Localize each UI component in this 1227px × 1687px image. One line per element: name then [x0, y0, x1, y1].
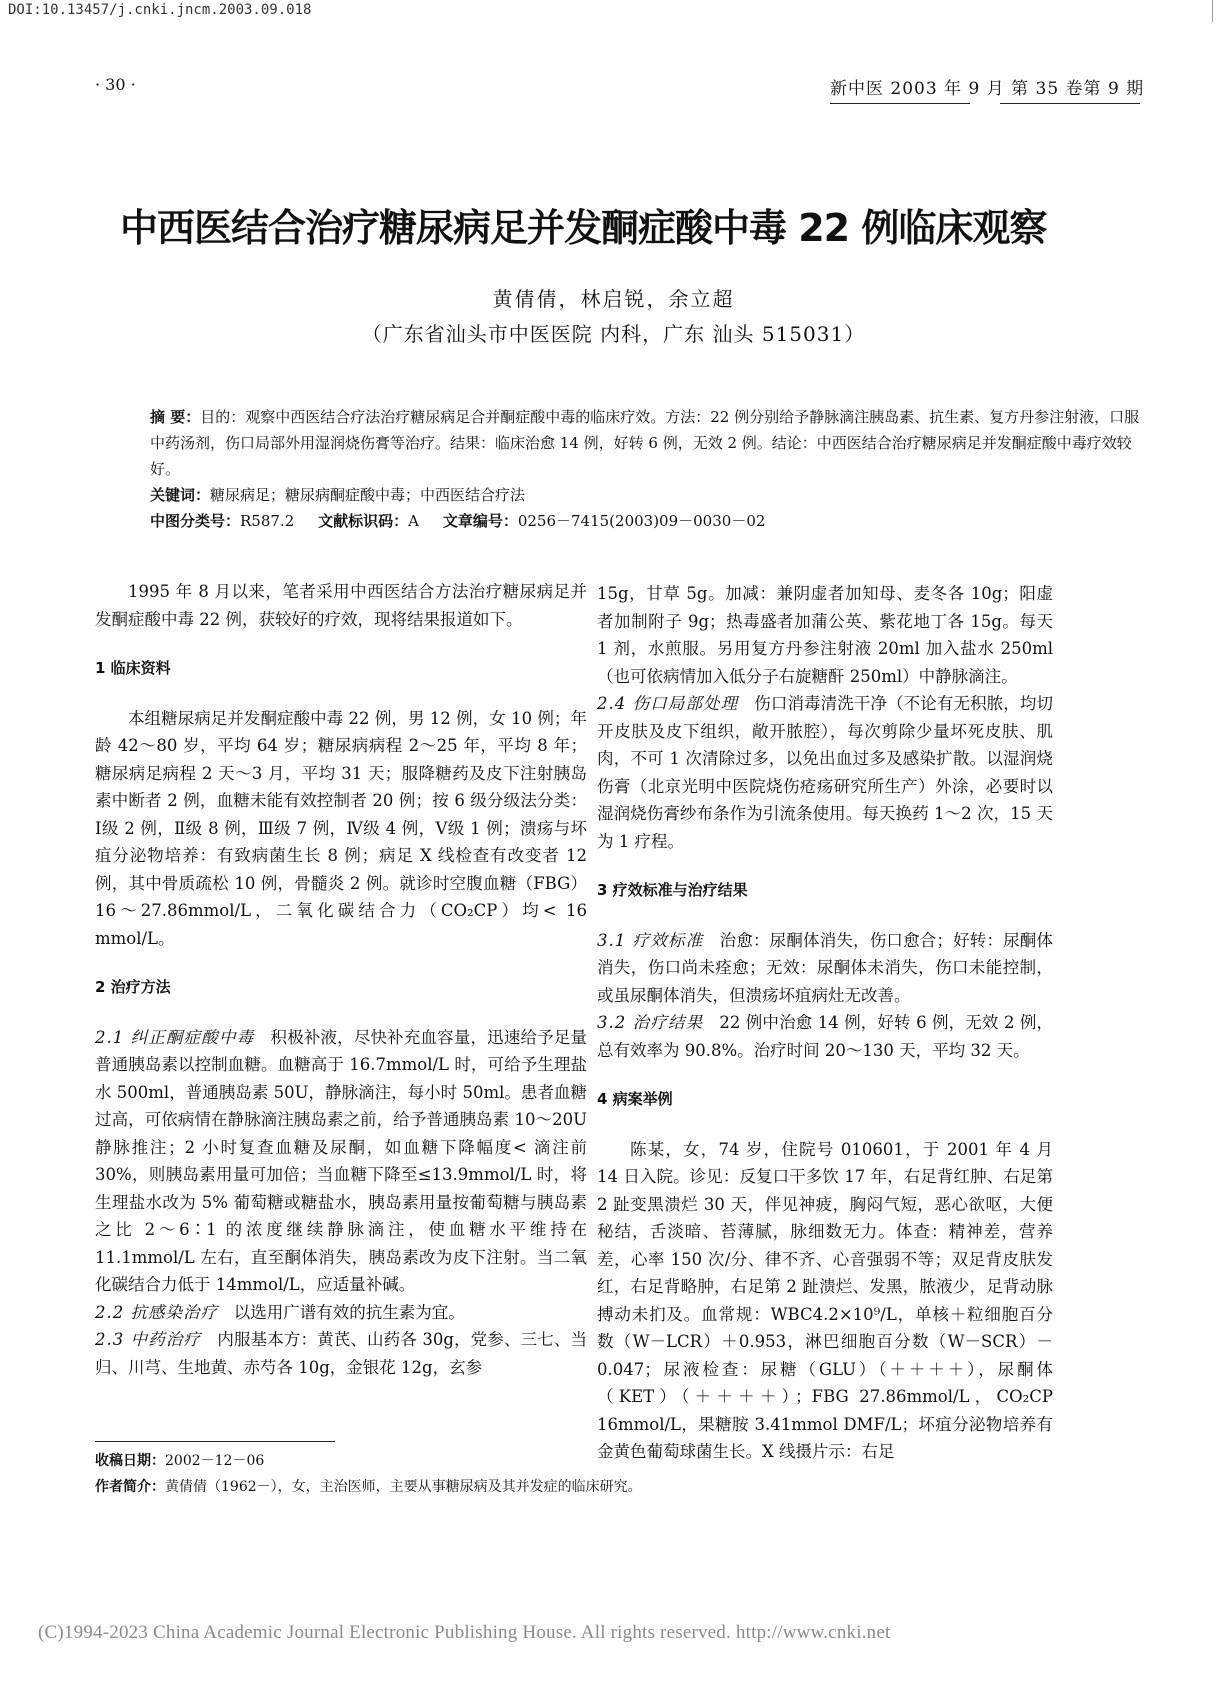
doc-code: A: [408, 512, 419, 530]
author-bio-label: 作者简介：: [95, 1479, 165, 1495]
section-3-2: [597, 1009, 1053, 1064]
section-2-1: [95, 1024, 587, 1299]
received-date: 2002－12－06: [165, 1453, 265, 1469]
section-2-3-label: 2.3 中药治疗: [95, 1330, 202, 1349]
page-number: · 30 ·: [95, 75, 136, 94]
section-3-2-label: 3.2 治疗结果: [597, 1013, 704, 1032]
section-2-2: [95, 1299, 587, 1327]
header-rule-right: [1000, 103, 1140, 104]
copyright-footer: (C)1994-2023 China Academic Journal Electronic Publishing House. All rights reserved. http://www.cnki.net: [38, 1622, 891, 1643]
article-title: 中西医结合治疗糖尿病足并发酮症酸中毒 22 例临床观察: [120, 206, 1047, 250]
author-bio-line: [95, 1474, 1095, 1500]
case-report: 陈某，女，74 岁，住院号 010601，于 2001 年 4 月 14 日入院。诊见：反复口干多饮 17 年，右足背红肿、右足第 2 趾变黑溃烂 30 天，伴见神疲，胸闷气短，恶心欲呕，大便秘结，舌淡暗、苔薄腻，脉细数无力。体查：精神差，营养差，心率 150 次/分、律不齐、心音强弱不等；双足背皮肤发红，右足背略肿，右足第 2 趾溃烂、发黑，脓液少，足背动脉搏动未扪及。血常规：WBC4.2×10⁹/L，单核＋粒细胞百分数（W－LCR）＋0.953，淋巴细胞百分数（W－SCR）－0.047；尿液检查：尿糖（GLU）（＋＋＋＋），尿酮体（KET）（＋＋＋＋）；FBG 27.86mmol/L，CO₂CP 16mmol/L，果糖胺 3.41mmol DMF/L；坏疽分泌物培养有金黄色葡萄球菌生长。X 线摄片示：右足: [597, 1139, 1053, 1461]
article-number-label: 文章编号：: [442, 512, 518, 530]
abstract-label: 摘 要：: [150, 408, 201, 426]
doc-code-label: 文献标识码：: [318, 512, 409, 530]
section-1-heading: 1 临床资料: [95, 659, 171, 677]
continued-paragraph: 15g，甘草 5g。加减：兼阴虚者加知母、麦冬各 10g；阳虚者加制附子 9g；热毒盛者加蒲公英、紫花地丁各 15g。每天 1 剂，水煎服。另用复方丹参注射液 20ml 加入盐水 250ml（也可依病情加入低分子右旋糖酐 250ml）中静脉滴注。: [597, 584, 1053, 686]
section-2-2-label: 2.2 抗感染治疗: [95, 1302, 218, 1322]
clc-number: R587.2: [240, 512, 295, 530]
header-rule-left: [830, 103, 970, 104]
abstract-block: [150, 404, 1140, 534]
author-bio: 黄倩倩（1962－），女，主治医师，主要从事糖尿病及其并发症的临床研究。: [165, 1479, 642, 1495]
keywords: 糖尿病足；糖尿病酮症酸中毒；中西医结合疗法: [210, 486, 526, 504]
intro-paragraph: 1995 年 8 月以来，笔者采用中西医结合方法治疗糖尿病足并发酮症酸中毒 22 例，获较好的疗效，现将结果报道如下。: [95, 582, 587, 629]
section-3-heading: 3 疗效标准与治疗结果: [597, 881, 748, 899]
section-2-3-body: 内服基本方：黄芪、山药各 30g，党参、三七、当归、川芎、生地黄、赤芍各 10g，金银花 12g，玄参: [95, 1330, 587, 1377]
abstract-paragraph: [150, 404, 1140, 482]
article-authors: 黄倩倩，林启锐，余立超: [492, 287, 735, 311]
right-column: [597, 580, 1053, 1466]
section-2-1-body: 积极补液，尽快补充血容量，迅速给予足量普通胰岛素以控制血糖。血糖高于 16.7mmol/L 时，可给予生理盐水 500ml，普通胰岛素 50U，静脉滴注，每小时 50ml。患者血糖过高，可依病情在静脉滴注胰岛素之前，给予普通胰岛素 10～20U 静脉推注；2 小时复查血糖及尿酮，如血糖下降幅度< 滴注前 30%，则胰岛素用量可加倍；当血糖下降至≤13.9mmol/L 时，将生理盐水改为 5% 葡萄糖或糖盐水，胰岛素用量按葡萄糖与胰岛素之比 2～6∶1 的浓度继续静脉滴注，使血糖水平维持在 11.1mmol/L 左右，直至酮体消失，胰岛素改为皮下注射。当二氧化碳结合力低于 14mmol/L，应适量补碱。: [95, 1027, 587, 1294]
keywords-label: 关键词：: [150, 486, 211, 504]
section-2-3: [95, 1326, 587, 1381]
article-number: 0256－7415(2003)09－0030－02: [517, 512, 766, 530]
clc-label: 中图分类号：: [150, 512, 241, 530]
classification-line: [150, 508, 1140, 534]
section-4-heading: 4 病案举例: [597, 1090, 673, 1108]
section-3-1-body: 治愈：尿酮体消失，伤口愈合；好转：尿酮体消失，伤口尚未痊愈；无效：尿酮体未消失，伤口未能控制，或虽尿酮体消失，但溃疡坏疽病灶无改善。: [597, 930, 1053, 1005]
section-3-1-label: 3.1 疗效标准: [597, 930, 704, 950]
doi-line: DOI:10.13457/j.cnki.jncm.2003.09.018: [8, 2, 312, 18]
footnote-rule: [95, 1441, 335, 1442]
section-3-2-body: 22 例中治愈 14 例，好转 6 例，无效 2 例，总有效率为 90.8%。治疗时间 20～130 天，平均 32 天。: [597, 1013, 1053, 1060]
left-column: [95, 578, 587, 1381]
received-date-line: [95, 1448, 1095, 1474]
abstract-text: 目的：观察中西医结合疗法治疗糖尿病足合并酮症酸中毒的临床疗效。方法：22 例分别给予静脉滴注胰岛素、抗生素、复方丹参注射液，口服中药汤剂，伤口局部外用湿润烧伤膏等治疗。结果：临床治愈 14 例，好转 6 例，无效 2 例。结论：中西医结合治疗糖尿病足并发酮症酸中毒疗效较好。: [150, 408, 1140, 478]
section-2-4: [597, 690, 1053, 855]
journal-header: 新中医 2003 年 9 月 第 35 卷第 9 期: [830, 79, 1145, 99]
article-affiliation: （广东省汕头市中医医院 内科，广东 汕头 515031）: [361, 322, 866, 346]
section-2-2-body: 以选用广谱有效的抗生素为宜。: [233, 1302, 465, 1322]
right-edge-line: [1212, 0, 1213, 22]
received-date-label: 收稿日期：: [95, 1453, 165, 1469]
keywords-line: [150, 482, 1140, 508]
section-2-4-label: 2.4 伤口局部处理: [597, 694, 739, 713]
section-2-4-body: 伤口消毒清洗干净（不论有无积脓，均切开皮肤及皮下组织，敞开脓腔），每次剪除少量坏死皮肤、肌肉，不可 1 次清除过多，以免出血过多及感染扩散。以湿润烧伤膏（北京光明中医院烧伤疮疡研究所生产）外涂，必要时以湿润烧伤膏纱布条作为引流条使用。每天换药 1～2 次，15 天为 1 疗程。: [597, 694, 1053, 851]
section-2-heading: 2 治疗方法: [95, 978, 171, 996]
section-1-body: 本组糖尿病足并发酮症酸中毒 22 例，男 12 例，女 10 例；年龄 42～80 岁，平均 64 岁；糖尿病病程 2～25 年，平均 8 年；糖尿病足病程 2 天～3 月，平均 31 天；服降糖药及皮下注射胰岛素中断者 2 例，血糖未能有效控制者 20 例；按 6 级分级法分类：Ⅰ级 2 例，Ⅱ级 8 例，Ⅲ级 7 例，Ⅳ级 4 例，Ⅴ级 1 例；溃疡与坏疽分泌物培养：有致病菌生长 8 例；病足 X 线检查有改变者 12 例，其中骨质疏松 10 例，骨髓炎 2 例。就诊时空腹血糖（FBG）16～27.86mmol/L，二氧化碳结合力（CO₂CP）均< 16 mmol/L。: [95, 708, 587, 948]
section-2-1-label: 2.1 纠正酮症酸中毒: [95, 1027, 255, 1047]
section-3-1: [597, 927, 1053, 1010]
footnote-block: [95, 1448, 1095, 1500]
